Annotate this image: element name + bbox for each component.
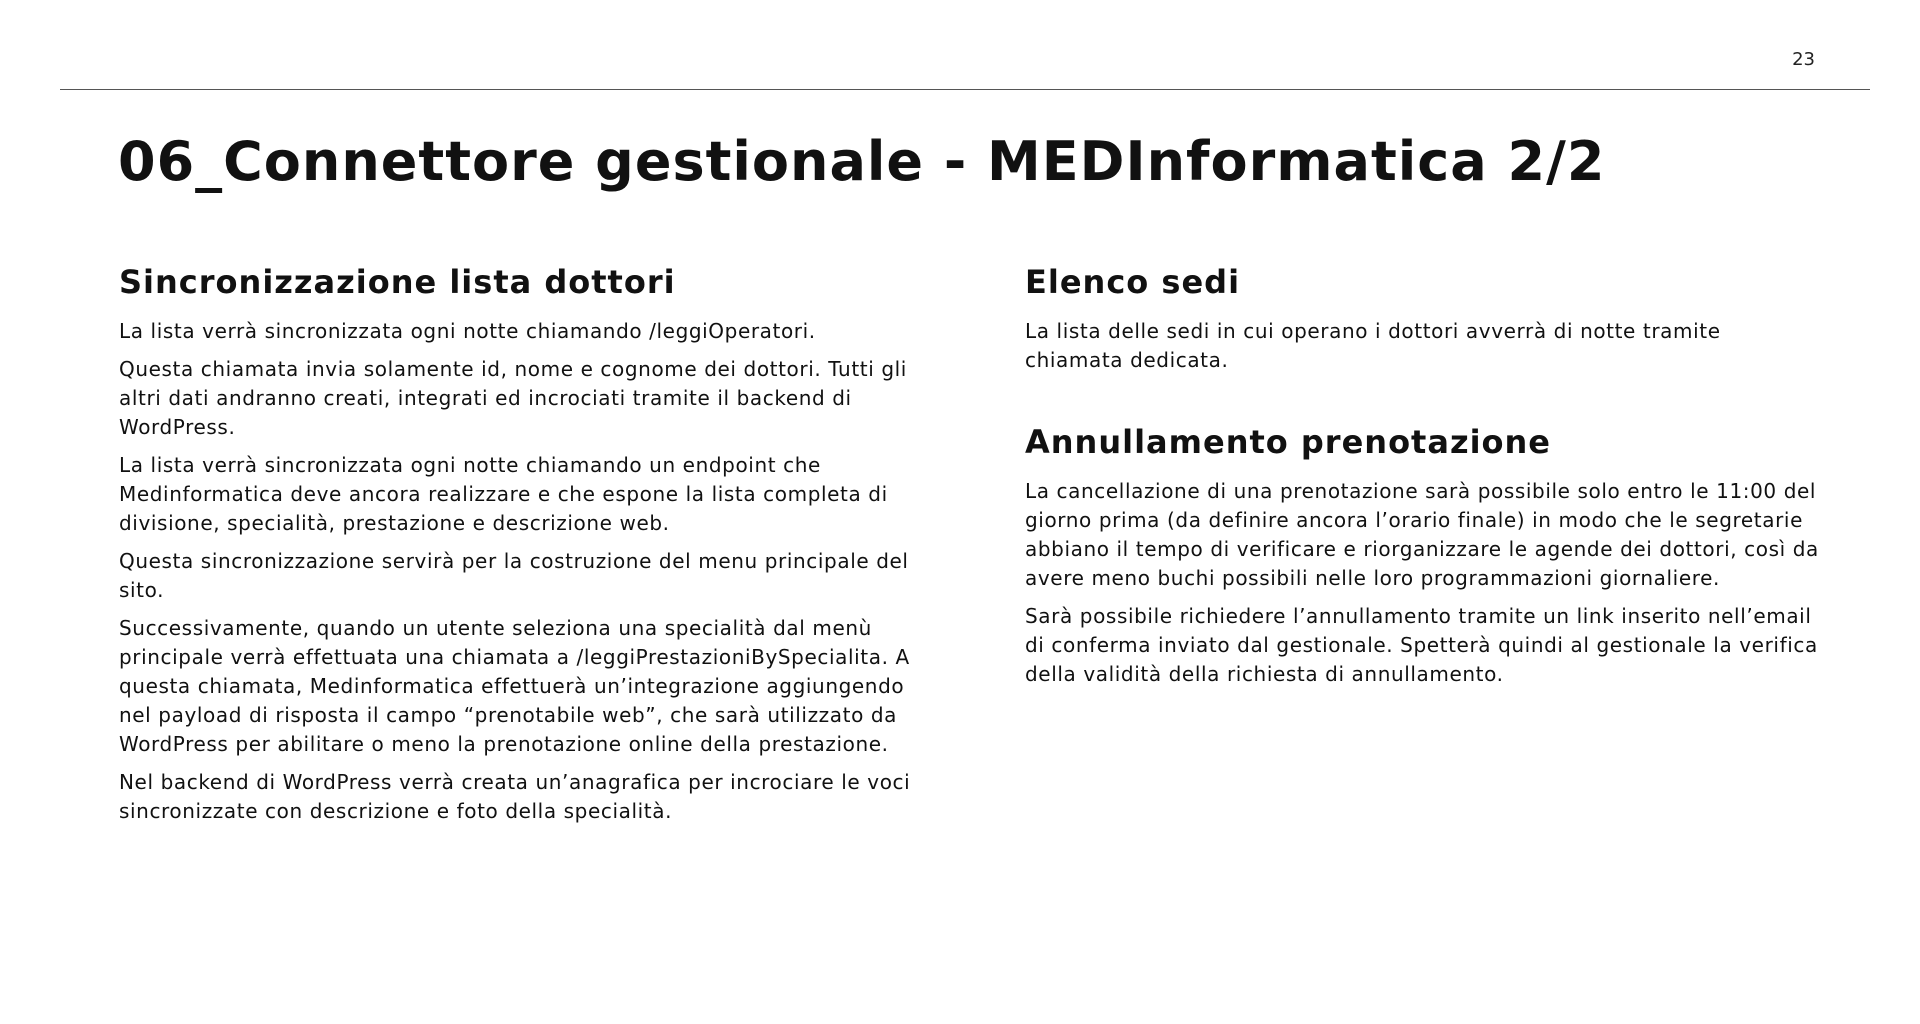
section-heading-sincronizzazione: Sincronizzazione lista dottori [119,263,676,301]
paragraph: Sarà possibile richiedere l’annullamento tramite un link inserito nell’email di conferma inviato dal gestionale. Spetterà quindi al gestionale la verifica della validità della richiesta di annullamento. [1025,604,1818,686]
paragraph: La lista verrà sincronizzata ogni notte chiamando un endpoint che Medinformatica deve ancora realizzare e che espone la lista completa di divisione, specialità, prestazione e descrizione web. [119,453,888,535]
paragraph: La lista verrà sincronizzata ogni notte chiamando /leggiOperatori. [119,319,816,343]
page-number: 23 [1792,49,1815,70]
page-title: 06_Connettore gestionale - MEDInformatica 2/2 [118,130,1606,193]
header-divider [60,89,1870,90]
paragraph: Nel backend di WordPress verrà creata un’anagrafica per incrociare le voci sincronizzate con descrizione e foto della specialità. [119,770,911,823]
section-spacer [1025,384,1825,422]
paragraph: Questa chiamata invia solamente id, nome e cognome dei dottori. Tutti gli altri dati andranno creati, integrati ed incrociati tramite il backend di WordPress. [119,357,907,439]
section-heading-elenco-sedi: Elenco sedi [1025,263,1241,301]
paragraph: Questa sincronizzazione servirà per la costruzione del menu principale del sito. [119,549,909,602]
right-column [1025,262,1825,698]
paragraph: La lista delle sedi in cui operano i dottori avverrà di notte tramite chiamata dedicata. [1025,319,1721,372]
left-column [119,262,919,835]
paragraph: Successivamente, quando un utente seleziona una specialità dal menù principale verrà effettuata una chiamata a /leggiPrestazioniBySpecialita. A questa chiamata, Medinformatica effettuerà un’integrazione aggiungendo nel payload di risposta il campo “prenotabile web”, che sarà utilizzato da WordPress per abilitare o meno la prenotazione online della prestazione. [119,616,910,756]
section-heading-annullamento: Annullamento prenotazione [1025,423,1551,461]
paragraph: La cancellazione di una prenotazione sarà possibile solo entro le 11:00 del giorno prima (da definire ancora l’orario finale) in modo che le segretarie abbiano il tempo di verificare e riorganizzare le agende dei dottori, così da avere meno buchi possibili nelle loro programmazioni giornaliere. [1025,479,1819,590]
